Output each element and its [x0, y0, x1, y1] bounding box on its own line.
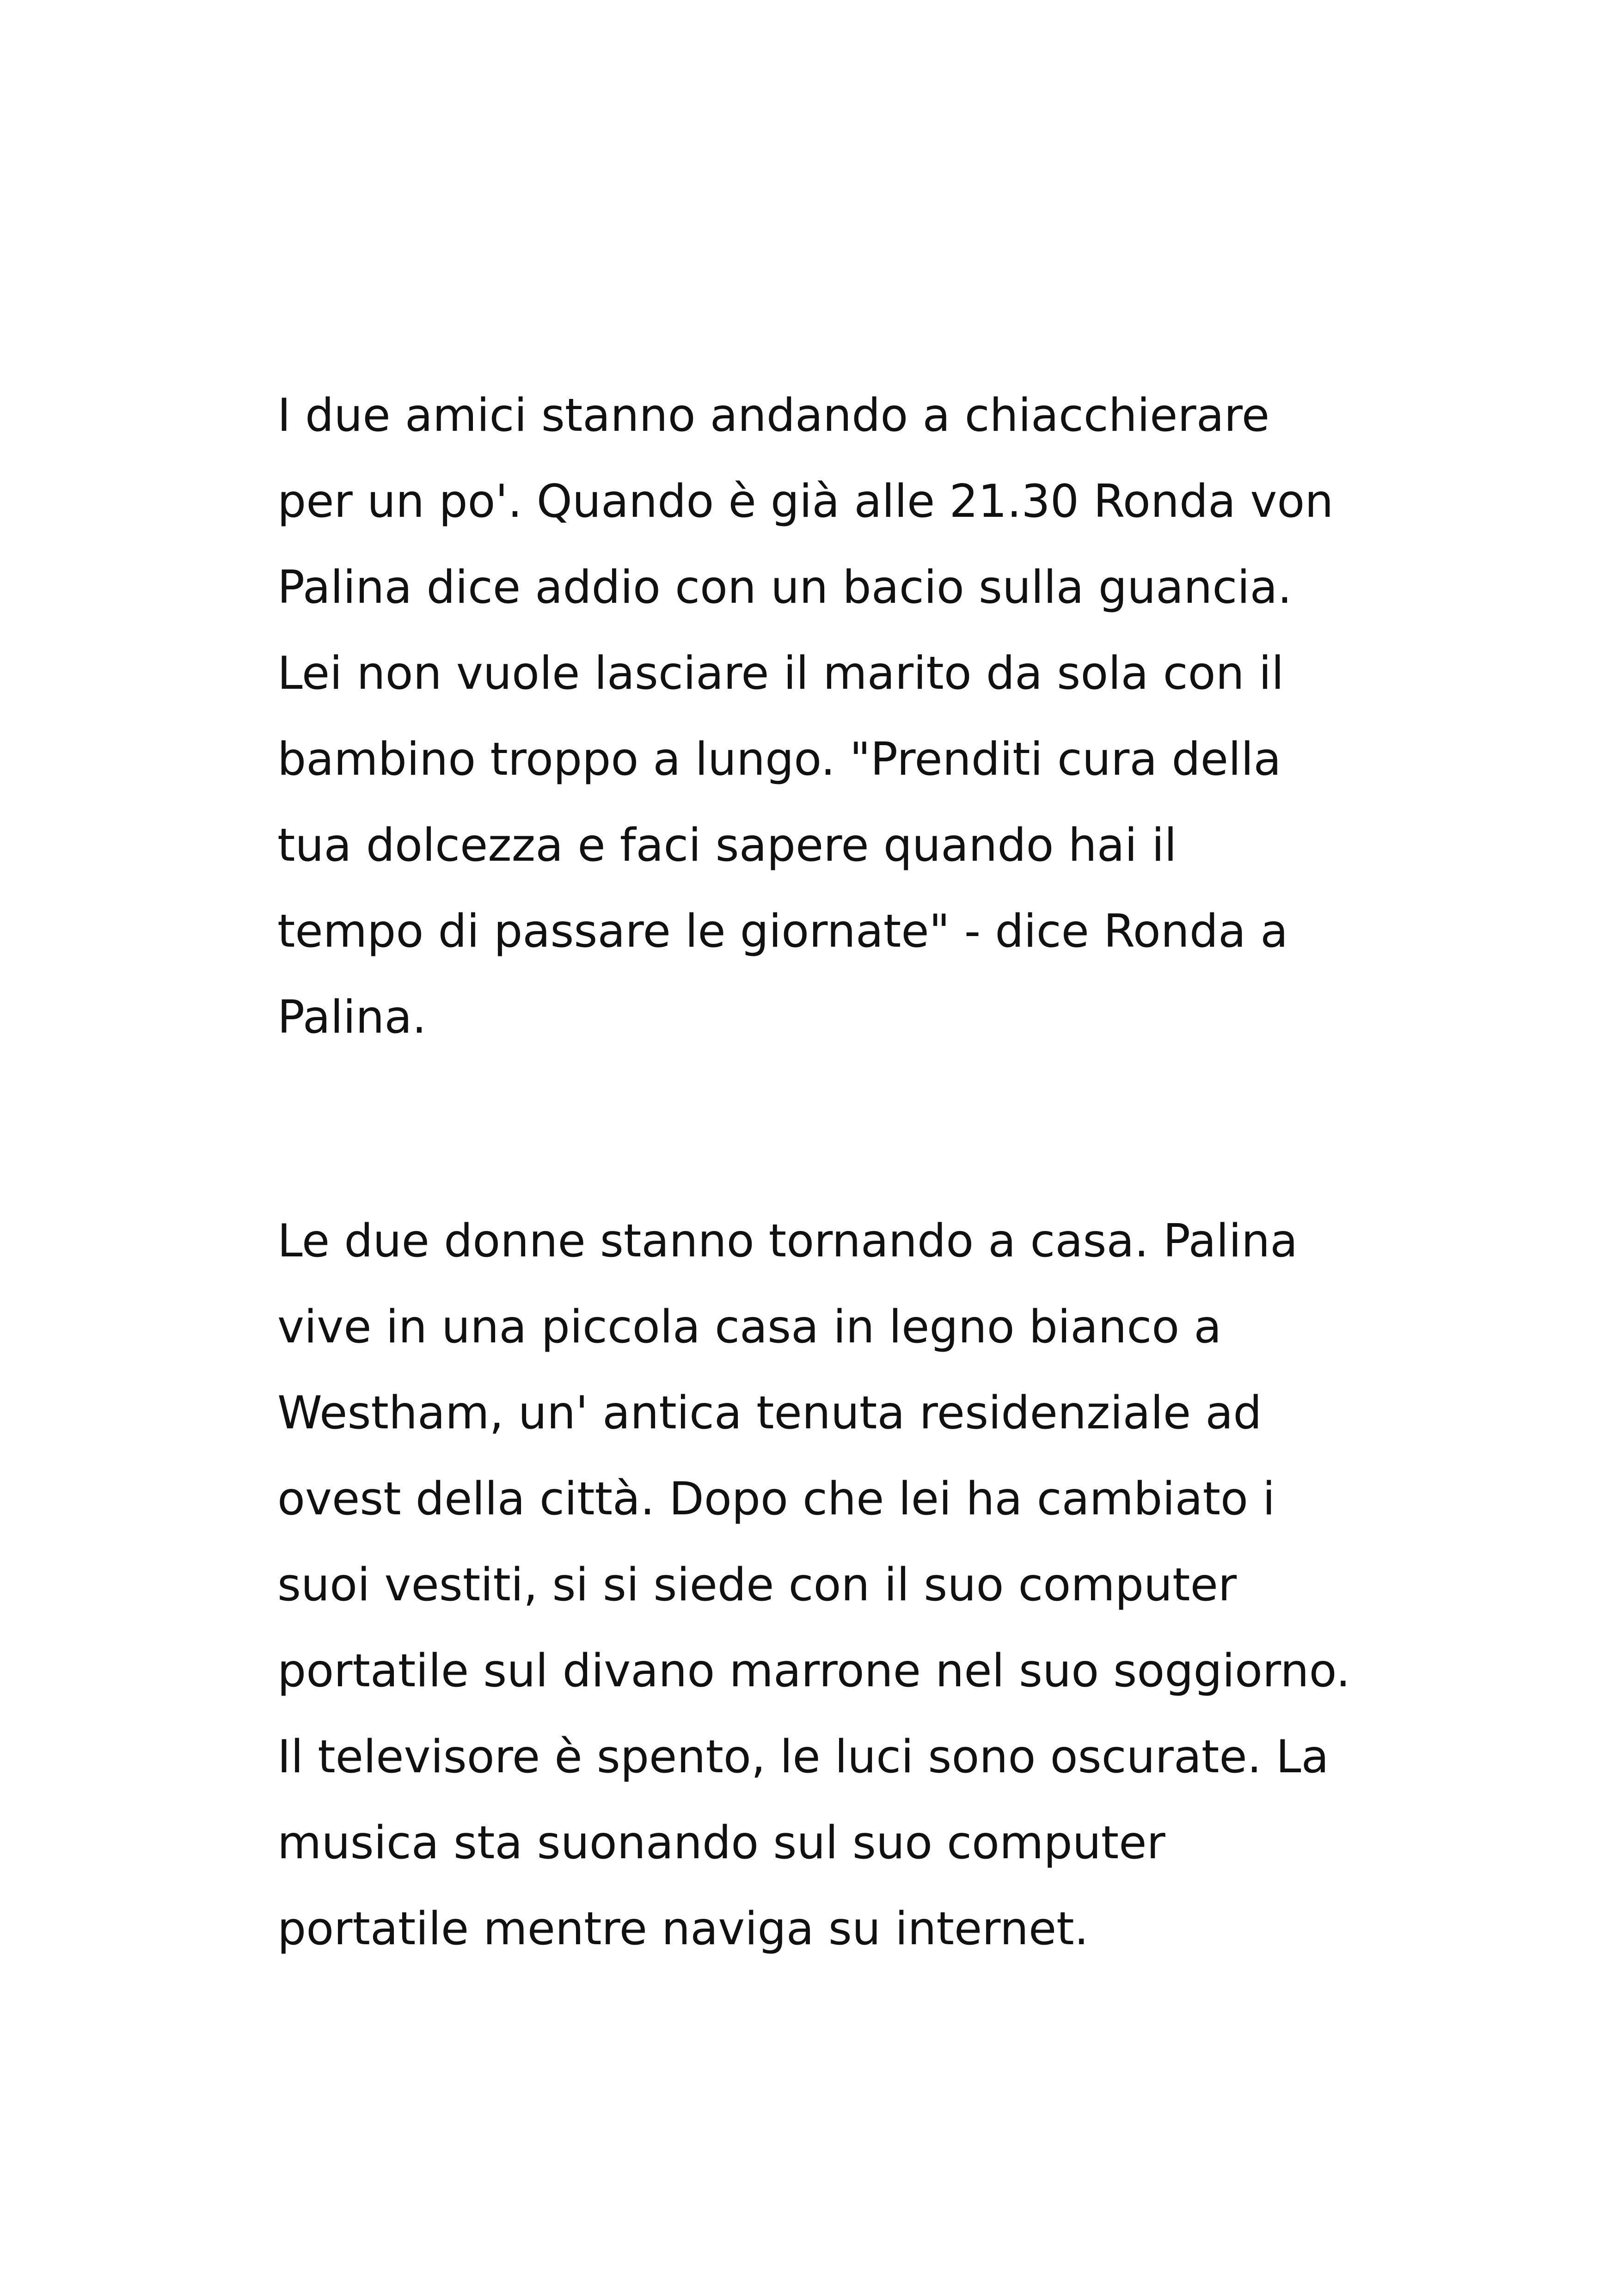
paragraph-1 [277, 373, 1368, 1060]
text-line: bambino troppo a lungo. "Prenditi cura della [277, 733, 1281, 786]
text-line: tua dolcezza e faci sapere quando hai il [277, 819, 1177, 872]
paragraph-2 [277, 1198, 1368, 1972]
text-line: Palina dice addio con un bacio sulla guancia. [277, 561, 1292, 614]
text-line: tempo di passare le giornate" - dice Ronda a [277, 905, 1288, 958]
text-line: Le due donne stanno tornando a casa. Palina [277, 1215, 1298, 1267]
text-line: musica sta suonando sul suo computer [277, 1817, 1165, 1869]
text-line: Lei non vuole lasciare il marito da sola con il [277, 647, 1284, 700]
text-line: Il televisore è spento, le luci sono oscurate. La [277, 1731, 1329, 1783]
text-line: per un po'. Quando è già alle 21.30 Ronda von [277, 475, 1334, 528]
text-line: vive in una piccola casa in legno bianco a [277, 1301, 1222, 1353]
text-line: I due amici stanno andando a chiacchierare [277, 389, 1270, 442]
text-line: suoi vestiti, si si siede con il suo computer [277, 1559, 1237, 1611]
text-line: ovest della città. Dopo che lei ha cambiato i [277, 1473, 1275, 1525]
text-line: portatile mentre naviga su internet. [277, 1903, 1089, 1955]
text-line: Westham, un' antica tenuta residenziale ad [277, 1387, 1262, 1439]
text-line: portatile sul divano marrone nel suo soggiorno. [277, 1645, 1350, 1697]
text-line: Palina. [277, 991, 427, 1044]
